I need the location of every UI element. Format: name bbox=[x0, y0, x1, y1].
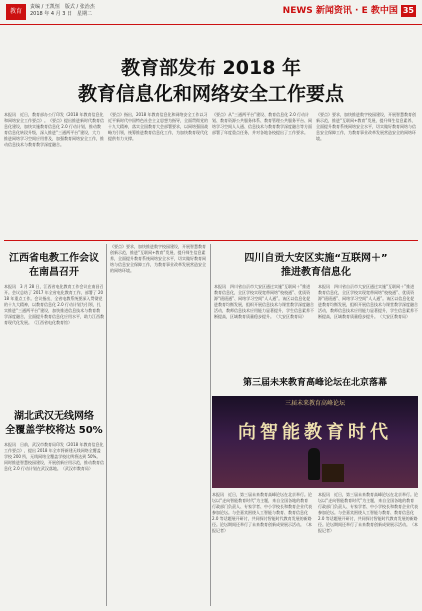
lead-article-continued: 《要点》要求，加快推进数字校园建设，开展智慧教育创新示范，推进“互联网+教育”发展，提升师生信息素养，全面提升教育系统网络安全水平，切实做好教育网络与信息安全保障工作，为教育事业改革发展营造安全的网络环境。 bbox=[110, 244, 206, 273]
forum-article-col1: 本报讯 近日，第三届未来教育高峰论坛在北京举行。论坛以“走向智能教育时代”为主题，来自全国各地的教育行政部门负责人、专家学者、中小学校长和教育企业代表参加论坛。与会嘉宾围绕人工智能与教育、教育信息化 2.0 等话题展开研讨，共同探讨智能时代教育发展的新路径。论坛期间还举行了未来教育创新成果展示活动。（本报记者） bbox=[212, 492, 312, 533]
speaker-figure bbox=[308, 448, 320, 480]
masthead-section bbox=[283, 5, 416, 17]
forum-title: 第三届未来教育高峰论坛在北京落幕 bbox=[242, 378, 387, 388]
masthead-date: 2018 年 4 月 3 日 星期二 bbox=[30, 11, 93, 17]
lead-title-line2: 教育信息化和网络安全工作要点 bbox=[77, 83, 344, 105]
sichuan-article-col1: 本报讯 四川省自贡市大安区通过实施“互联网＋”推进教育信息化，全区学校实现宽带网络“校校通”、优质资源“班班通”、网络学习空间“人人通”。该区以信息化促进教育均衡发展，组织开展信息技术与课堂教学深度融合活动，教师信息技术应用能力显著提升，学生信息素养不断提高，区域教育质量稳步提升。（大安区教育局） bbox=[214, 284, 314, 319]
newspaper-logo: 教育 bbox=[6, 4, 26, 20]
forum-photo-banner: 三届未来教育高峰论坛 bbox=[284, 400, 345, 407]
podium bbox=[322, 464, 344, 482]
jiangxi-title-line1: 江西省电教工作会议 bbox=[9, 253, 99, 264]
forum-article-col2: 本报讯 近日，第三届未来教育高峰论坛在北京举行。论坛以“走向智能教育时代”为主题，来自全国各地的教育行政部门负责人、专家学者、中小学校长和教育企业代表参加论坛。与会嘉宾围绕人工智能与教育、教育信息化 2.0 等话题展开研讨，共同探讨智能时代教育发展的新路径。论坛期间还举行了未来教育创新成果展示活动。（本报记者） bbox=[318, 492, 418, 533]
sichuan-title-line2: 推进教育信息化 bbox=[281, 267, 351, 278]
column-divider bbox=[106, 244, 107, 606]
lead-article-col3: 《要点》从“三通两平台”建设、教育信息化 2.0 行动计划、教育资源公共服务体系、教育管理公共服务平台、网络学习空间人人通、信息技术与教育教学深度融合等方面部署了年度重点任务，并对各地各校提出了工作要求。 bbox=[212, 112, 312, 135]
sichuan-article-col2: 本报讯 四川省自贡市大安区通过实施“互联网＋”推进教育信息化，全区学校实现宽带网络“校校通”、优质资源“班班通”、网络学习空间“人人通”。该区以信息化促进教育均衡发展，组织开展信息技术与课堂教学深度融合活动，教师信息技术应用能力显著提升，学生信息素养不断提高，区域教育质量稳步提升。（大安区教育局） bbox=[318, 284, 418, 319]
lead-article-col2: 《要点》指出，2018 年教育信息化和网络安全工作以习近平新时代中国特色社会主义思想为指导，全面贯彻党的十九大精神，落实全国教育大会部署要求，以网络强国战略为引领，统筹推进教育信息化工作，为加快教育现代化提供有力支撑。 bbox=[108, 112, 208, 141]
lead-article-col1: 本报讯 近日，教育部办公厅印发《2018 年教育信息化和网络安全工作要点》。《要点》提出推进新时代教育信息化建设，加快实施教育信息化 2.0 行动计划，推动教育信息化转段升级，深入推进“三通两平台”建设，大力推进网络学习空间应用普及，加强教育网络安全工作，推动信息技术与教育教学深度融合。 bbox=[4, 112, 104, 147]
wuhan-title-line2: 全覆盖学校将达 50% bbox=[5, 425, 103, 436]
masthead-editors: 责编 / 王凯恒 版式 / 张治杰 bbox=[30, 4, 95, 10]
section-divider bbox=[4, 240, 418, 241]
sichuan-title-line1: 四川自贡大安区实施“互联网＋” bbox=[244, 253, 388, 264]
masthead-editor-info bbox=[30, 4, 95, 18]
forum-photo-title: 向智能教育时代 bbox=[238, 422, 392, 443]
jiangxi-title-line2: 在南昌召开 bbox=[29, 267, 79, 278]
wuhan-article-body: 本报讯 日前，武汉市教育局印发《2018 年教育信息化工作要点》，提出 2018 年全市将新建无线网络全覆盖学校 200 所，无线网络全覆盖学校比例将达到 50%。同时推进智慧校园建设，开展创新应用示范，推动教育信息化 2.0 行动计划在武汉落地。（武汉市教育局） bbox=[4, 442, 104, 471]
column-divider bbox=[210, 244, 211, 606]
section-title: NEWS 新闻资讯 · E 教中国 bbox=[282, 6, 398, 16]
page-number: 35 bbox=[402, 6, 414, 15]
wuhan-title-line1: 湖北武汉无线网络 bbox=[14, 411, 94, 422]
jiangxi-article-body: 本报讯 3 月 28 日，江西省电化教育工作会议在南昌召开。会议总结了 2017 年全省电化教育工作，部署了 2018 年重点工作。会议指出，全省电教系统要深入贯彻党的十九大精神，以教育信息化 2.0 行动计划为引领，扎实推进“三通两平台”建设，加快推进信息技术与教育教学深度融合，全面提升教育信息化应用水平，助力江西教育现代化发展。（江西省电化教育馆） bbox=[4, 284, 104, 325]
lead-article-col4: 《要点》要求，加快推进数字校园建设，开展智慧教育创新示范，推进“互联网+教育”发展，提升师生信息素养，全面提升教育系统网络安全水平，切实做好教育网络与信息安全保障工作，为教育事业改革发展营造安全的网络环境。 bbox=[316, 112, 416, 141]
forum-photo bbox=[212, 396, 418, 488]
masthead bbox=[0, 0, 422, 25]
lead-title-line1: 教育部发布 2018 年 bbox=[120, 57, 302, 79]
